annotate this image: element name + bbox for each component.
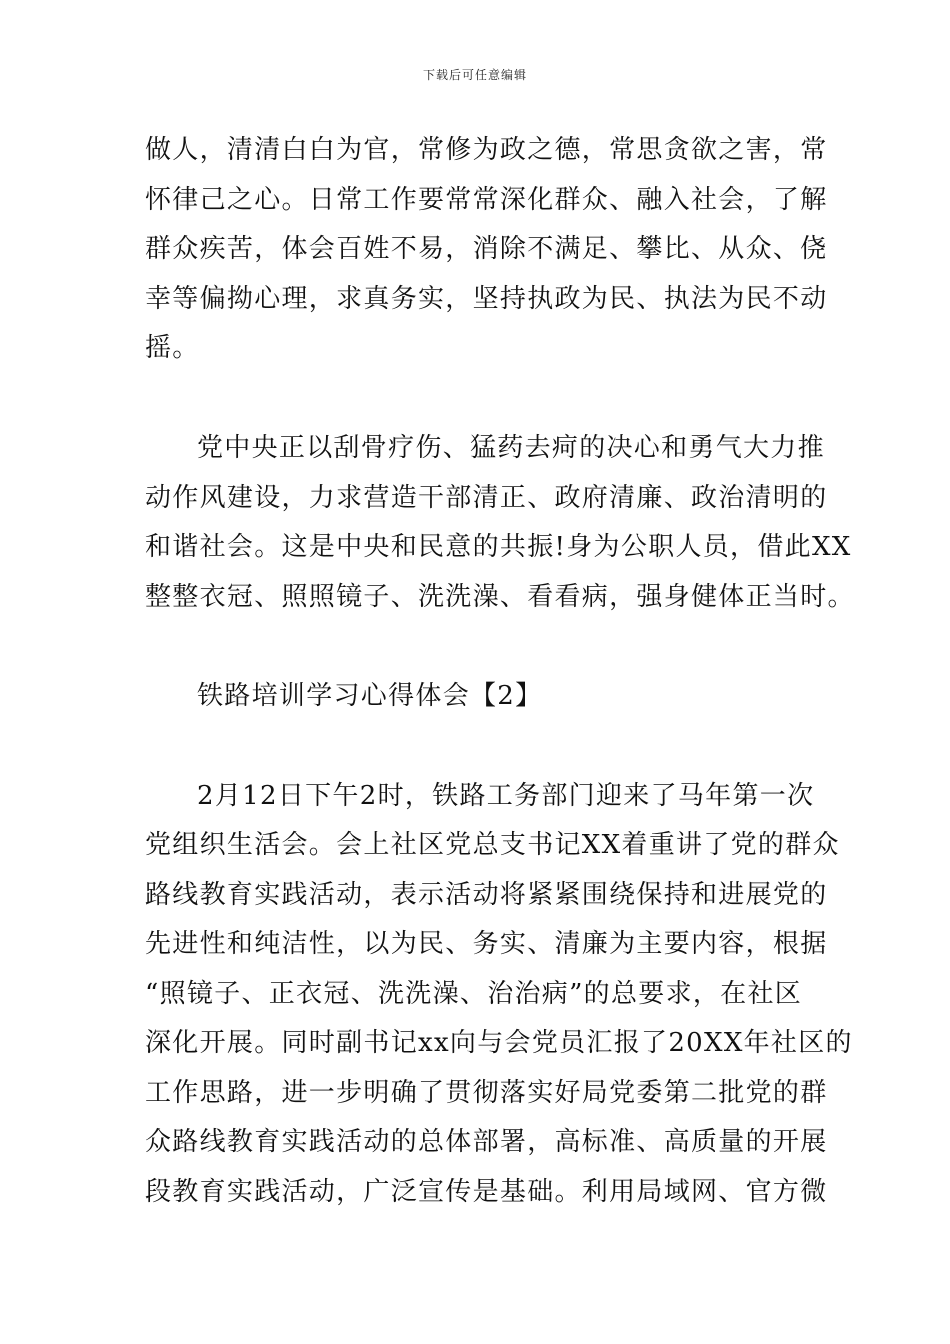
page-header: 下载后可任意编辑 — [422, 68, 527, 82]
text-line: 先进性和纯洁性，以为民、务实、清廉为主要内容，根据 — [145, 929, 828, 959]
text-line: 工作思路，进一步明确了贯彻落实好局党委第二批党的群 — [145, 1078, 828, 1108]
text-line: “照镜子、正衣冠、洗洗澡、治治病”的总要求，在社区 — [145, 979, 803, 1009]
text-line: 怀律己之心。日常工作要常常深化群众、融入社会，了解 — [145, 185, 828, 215]
text-line: 整整衣冠、照照镜子、洗洗澡、看看病，强身健体正当时。 — [145, 582, 855, 612]
text-line: 众路线教育实践活动的总体部署，高标准、高质量的开展 — [145, 1127, 828, 1157]
text-line: 群众疾苦，体会百姓不易，消除不满足、攀比、从众、侥 — [145, 234, 828, 264]
text-line: 党中央正以刮骨疗伤、猛药去疴的决心和勇气大力推 — [197, 433, 825, 463]
section-heading: 铁路培训学习心得体会【2】 — [197, 681, 543, 711]
text-line: 动作风建设，力求营造干部清正、政府清廉、政治清明的 — [145, 483, 828, 513]
text-line: 段教育实践活动，广泛宣传是基础。利用局域网、官方微 — [145, 1177, 828, 1207]
text-line: 深化开展。同时副书记xx向与会党员汇报了20XX年社区的 — [145, 1028, 853, 1058]
text-line: 摇。 — [145, 333, 200, 363]
text-line: 党组织生活会。会上社区党总支书记XX着重讲了党的群众 — [145, 830, 840, 860]
text-line: 做人，清清白白为官，常修为政之德，常思贪欲之害，常 — [145, 135, 828, 165]
text-line: 和谐社会。这是中央和民意的共振!身为公职人员，借此XX — [145, 532, 852, 562]
text-line: 2月12日下午2时，铁路工务部门迎来了马年第一次 — [197, 781, 815, 811]
text-line: 路线教育实践活动，表示活动将紧紧围绕保持和进展党的 — [145, 880, 828, 910]
text-line: 幸等偏拗心理，求真务实，坚持执政为民、执法为民不动 — [145, 284, 828, 314]
